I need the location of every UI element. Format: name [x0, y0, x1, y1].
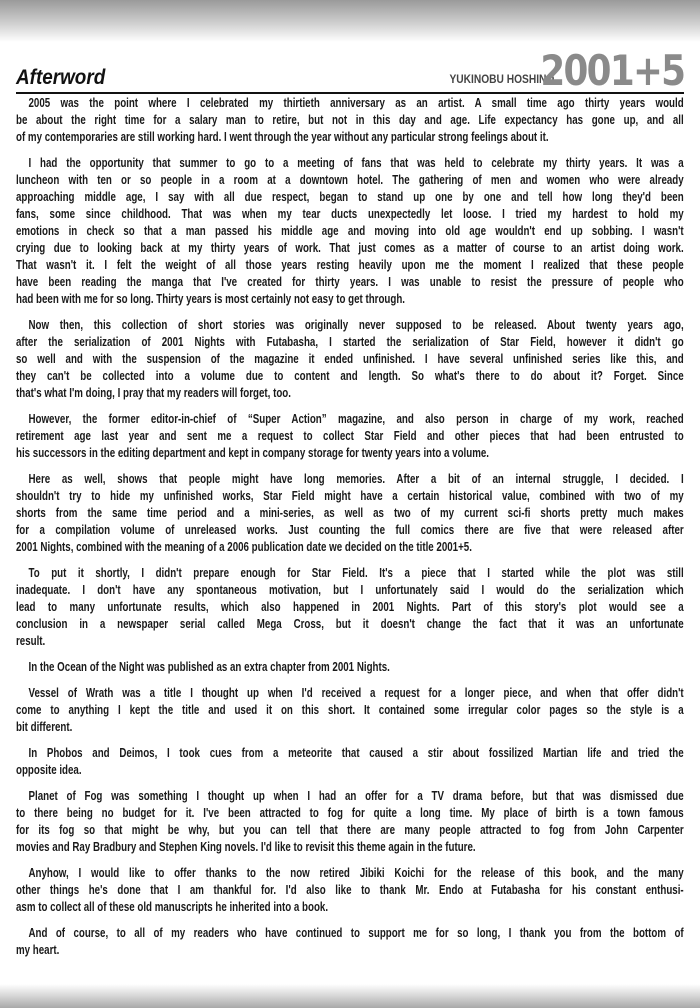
- text-line: emotions in check so that a man passed his middle age and moving into old age wouldn't end up sobbing. I wasn't: [16, 224, 684, 238]
- text-line: That wasn't it. I felt the weight of all those years resting heavily upon me the moment I realized that these people: [16, 258, 684, 272]
- text-line: come to anything I kept the title and used it on this short. It contained some irregular color pages so the style is a: [16, 703, 684, 717]
- author-name: YUKINOBU HOSHINO: [449, 72, 554, 86]
- paragraph: [16, 565, 684, 650]
- text-line: luncheon with ten or so people in a room at a downtown hotel. The gathering of men and women who were already: [16, 173, 684, 187]
- text-line: approaching middle age, I say with all due respect, began to stand up one by one and tell how long they'd been: [16, 190, 684, 204]
- paragraph: [16, 471, 684, 556]
- paragraph: [16, 411, 684, 462]
- text-line: movies and Ray Bradbury and Stephen King novels. I'd like to revisit this theme again in the future.: [16, 840, 476, 854]
- text-line: However, the former editor-in-chief of “Super Action” magazine, and also person in charge of my work, reached: [28, 412, 684, 426]
- text-line: after the serialization of 2001 Nights with Futabasha, I started the serialization of Star Field, however it didn't go: [16, 335, 684, 349]
- text-line: other things he's done that I am thankful for. I'd also like to thank Mr. Endo at Futabasha for his constant enthusi-: [16, 883, 684, 897]
- text-line: Anyhow, I would like to offer thanks to the now retired Jibiki Koichi for the release of this book, and the many: [28, 866, 684, 880]
- text-line: Planet of Fog was something I thought up when I had an offer for a TV drama before, but that was dismissed due: [28, 789, 684, 803]
- text-line: for its fog so that might be why, but you can tell that there are many people attracted to fog from John Carpenter: [16, 823, 684, 837]
- text-line: In Phobos and Deimos, I took cues from a meteorite that caused a stir about fossilized Martian life and tried the: [28, 746, 684, 760]
- text-line: inadequate. I don't have any spontaneous motivation, but I unfortunately said I would do the serialization which: [16, 583, 684, 597]
- text-line: lead to many unfortunate results, which also happened in 2001 Nights. Part of this story's plot would see a: [16, 600, 684, 614]
- text-line: bit different.: [16, 720, 73, 734]
- paragraph: [16, 745, 684, 779]
- paragraph: [16, 925, 684, 959]
- text-line: And of course, to all of my readers who have continued to support me for so long, I thank you from the bottom of: [28, 926, 684, 940]
- text-line: had been with me for so long. Thirty years is most certainly not easy to get through.: [16, 292, 405, 306]
- text-line: his successors in the editing department and kept in company storage for twenty years into a volume.: [16, 446, 489, 460]
- scan-texture-top: [0, 0, 700, 42]
- text-line: conclusion in a newspaper serial called Mega Cross, but it doesn't change the fact that it was an unfortunate: [16, 617, 684, 631]
- paragraph: [16, 95, 684, 146]
- text-line: Now then, this collection of short stories was originally never supposed to be released. About twenty years ago,: [28, 318, 684, 332]
- text-line: that's what I'm doing, I pray that my readers will forget, too.: [16, 386, 291, 400]
- text-line: result.: [16, 634, 46, 648]
- text-line: have been reading the manga that I've created for thirty years. I was unable to resist the pressure of people who: [16, 275, 684, 289]
- paragraph: [16, 317, 684, 402]
- text-line: be about the right time for a salary man to retire, but not in this day and age. Life expectancy has gone up, and all: [16, 113, 684, 127]
- book-logo: 2001+5: [540, 46, 684, 95]
- paragraph: [16, 865, 684, 916]
- paragraph: [16, 659, 684, 676]
- paragraph: [16, 685, 684, 736]
- text-line: shorts from the same time period and a mini-series, as well as two of my current sci-fi shorts pretty much makes: [16, 506, 684, 520]
- text-line: of my contemporaries are still working hard. I went through the year without any particular strong feelings about it.: [16, 130, 549, 144]
- page-header: [16, 44, 684, 94]
- text-line: 2005 was the point where I celebrated my thirtieth anniversary as an artist. A small time ago thirty years would: [28, 96, 684, 110]
- text-line: so well and with the suspension of the magazine it ended unfinished. I have several unfinished series like this, and: [16, 352, 684, 366]
- text-line: crying due to looking back at my thirty years of work. That just comes as a matter of course to an artist doing work.: [16, 241, 684, 255]
- paragraph: [16, 788, 684, 856]
- paragraph: [16, 155, 684, 308]
- text-line: 2001 Nights, combined with the meaning of a 2006 publication date we decided on the title 2001+5.: [16, 540, 472, 554]
- text-line: In the Ocean of the Night was published as an extra chapter from 2001 Nights.: [28, 660, 390, 674]
- text-line: To put it shortly, I didn't prepare enough for Star Field. It's a piece that I started while the plot was still: [28, 566, 684, 580]
- text-line: Vessel of Wrath was a title I thought up when I'd received a request for a longer piece, and when that offer didn't: [28, 686, 684, 700]
- text-line: I had the opportunity that summer to go to a meeting of fans that was held to celebrate my thirty years. It was a: [28, 156, 684, 170]
- text-line: shouldn't try to hide my unfinished works, Star Field might have a certain historical value, combined with two of my: [16, 489, 684, 503]
- page-title: Afterword: [16, 66, 106, 89]
- afterword-body: [16, 95, 684, 968]
- text-line: Here as well, shows that people might have long memories. After a bit of an internal struggle, I decided. I: [28, 472, 684, 486]
- text-line: fans, some since childhood. That was when my tear ducts unexpectedly let loose. I tried my hardest to hold my: [16, 207, 684, 221]
- text-line: to there being no budget for it. I've been attracted to fog for quite a long time. My place of birth is a town famous: [16, 806, 684, 820]
- text-line: retirement age last year and sent me a request to collect Star Field and other pieces that had been entrusted to: [16, 429, 684, 443]
- text-line: for a compilation volume of unreleased works. Just counting the full comics there are five that were released after: [16, 523, 684, 537]
- text-line: opposite idea.: [16, 763, 82, 777]
- text-line: asm to collect all of these old manuscripts he inherited into a book.: [16, 900, 329, 914]
- scan-texture-bottom: [0, 984, 700, 1008]
- text-line: my heart.: [16, 943, 60, 957]
- text-line: they can't be collected into a volume due to content and length. So what's there to do about it? Forget. Since: [16, 369, 684, 383]
